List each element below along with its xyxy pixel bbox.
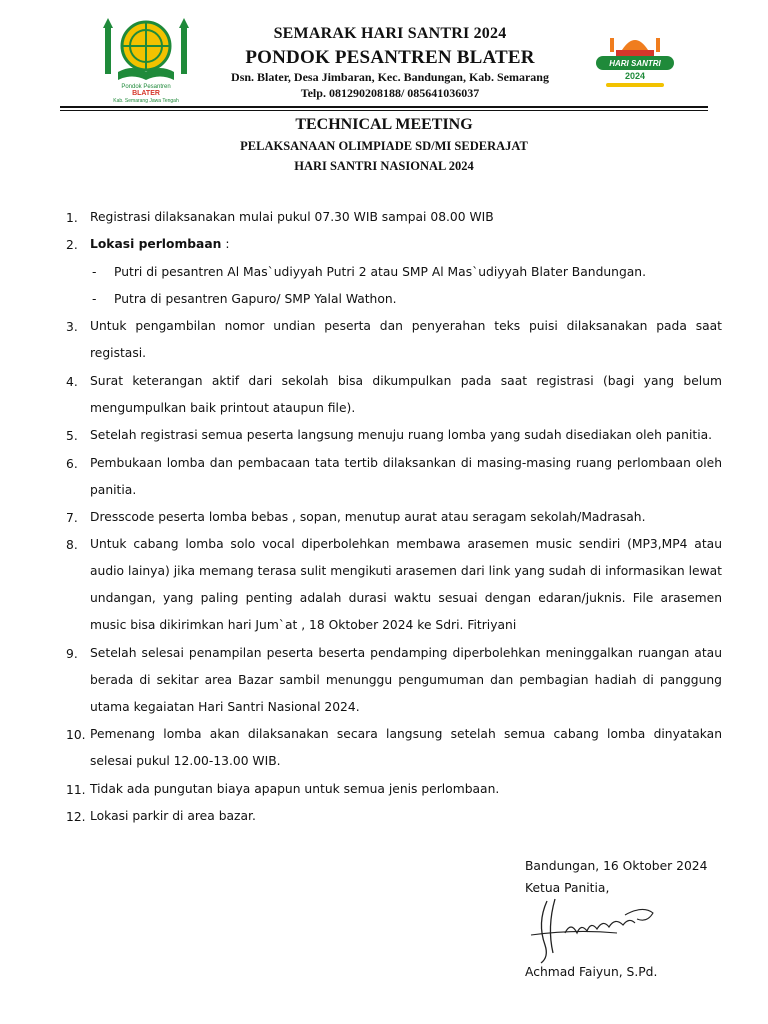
list-item: Tidak ada pungutan biaya apapun untuk semua jenis perlombaan. — [90, 782, 500, 796]
sub-item-dash: - — [92, 265, 97, 279]
item-number: 8. — [66, 538, 78, 552]
logo-right-line1: HARI SANTRI — [609, 59, 661, 68]
item-number: 3. — [66, 320, 78, 334]
list-item: Lokasi parkir di area bazar. — [90, 809, 256, 823]
signature-place-date: Bandungan, 16 Oktober 2024 — [525, 859, 708, 873]
item-number: 9. — [66, 647, 78, 661]
item-number: 11. — [66, 783, 86, 797]
item-number: 5. — [66, 429, 78, 443]
organization-address: Dsn. Blater, Desa Jimbaran, Kec. Bandungan, Kab. Semarang — [231, 70, 549, 84]
document-subtitle-2: HARI SANTRI NASIONAL 2024 — [294, 159, 474, 173]
list-item: Untuk cabang lomba solo vocal diperbolehkan membawa arasemen music sendiri (MP3,MP4 atau audio lainya) jika memang terasa sulit mengikuti arasemen dari link yang sudah di informasikan lewat undangan, yang paling penting adalah durasi waktu sesuai dengan edaran/juknis. File arasemen music bisa dikirimkan hari Jum`at , 18 Oktober 2024 ke Sdri. Fitriyani — [90, 537, 722, 632]
item-number: 1. — [66, 211, 78, 225]
document-subtitle: PELAKSANAAN OLIMPIADE SD/MI SEDERAJAT — [240, 139, 528, 153]
logo-left-line1: Pondok Pesantren — [121, 84, 171, 90]
organization-name: PONDOK PESANTREN BLATER — [245, 47, 535, 68]
sub-item-dash: - — [92, 292, 97, 306]
logo-left-line2: BLATER — [132, 90, 160, 97]
signature-role: Ketua Panitia, — [525, 881, 610, 895]
item-number: 4. — [66, 375, 78, 389]
list-item: Untuk pengambilan nomor undian peserta dan penyerahan teks puisi dilaksanakan pada saat registasi. — [90, 319, 722, 360]
sub-list-item: Putri di pesantren Al Mas`udiyyah Putri 2 atau SMP Al Mas`udiyyah Blater Bandungan. — [114, 265, 647, 279]
list-item: Dresscode peserta lomba bebas , sopan, menutup aurat atau seragam sekolah/Madrasah. — [90, 510, 646, 524]
item-number: 10. — [66, 728, 86, 742]
logo-right-line2: 2024 — [624, 71, 646, 81]
location-colon: : — [221, 237, 230, 251]
list-item: Surat keterangan aktif dari sekolah bisa dikumpulkan pada saat registrasi (bagi yang belum mengumpulkan baik printout ataupun file). — [90, 374, 722, 415]
list-item: Registrasi dilaksanakan mulai pukul 07.30 WIB sampai 08.00 WIB — [90, 210, 494, 224]
list-item: Setelah registrasi semua peserta langsung menuju ruang lomba yang sudah disediakan oleh panitia. — [90, 428, 713, 442]
sub-list-item: Putra di pesantren Gapuro/ SMP Yalal Wathon. — [114, 292, 397, 306]
logo-left-line3: Kab. Semarang Jawa Tengah — [113, 98, 179, 104]
list-item — [90, 231, 722, 258]
item-number: 7. — [66, 511, 78, 525]
document-title: TECHNICAL MEETING — [295, 116, 473, 133]
handwritten-signature — [525, 893, 665, 965]
item-number: 2. — [66, 238, 78, 252]
item-number: 12. — [66, 810, 86, 824]
list-item: Pembukaan lomba dan pembacaan tata tertib dilaksankan di masing-masing ruang perlombaan oleh panitia. — [90, 456, 722, 497]
list-item: Pemenang lomba akan dilaksanakan secara langsung setelah semua cabang lomba dinyatakan selesai pukul 12.00-13.00 WIB. — [90, 727, 722, 768]
signature-name: Achmad Faiyun, S.Pd. — [525, 965, 658, 979]
location-label: Lokasi perlombaan — [90, 237, 222, 251]
event-title: SEMARAK HARI SANTRI 2024 — [273, 25, 507, 42]
organization-phone: Telp. 081290208188/ 085641036037 — [300, 86, 480, 100]
item-number: 6. — [66, 457, 78, 471]
list-item: Setelah selesai penampilan peserta beserta pendamping diperbolehkan meninggalkan ruangan atau berada di sekitar area Bazar sambil menunggu pengumuman dan pembagian hadiah di panggung utama kegaiatan Hari Santri Nasional 2024. — [90, 646, 722, 714]
